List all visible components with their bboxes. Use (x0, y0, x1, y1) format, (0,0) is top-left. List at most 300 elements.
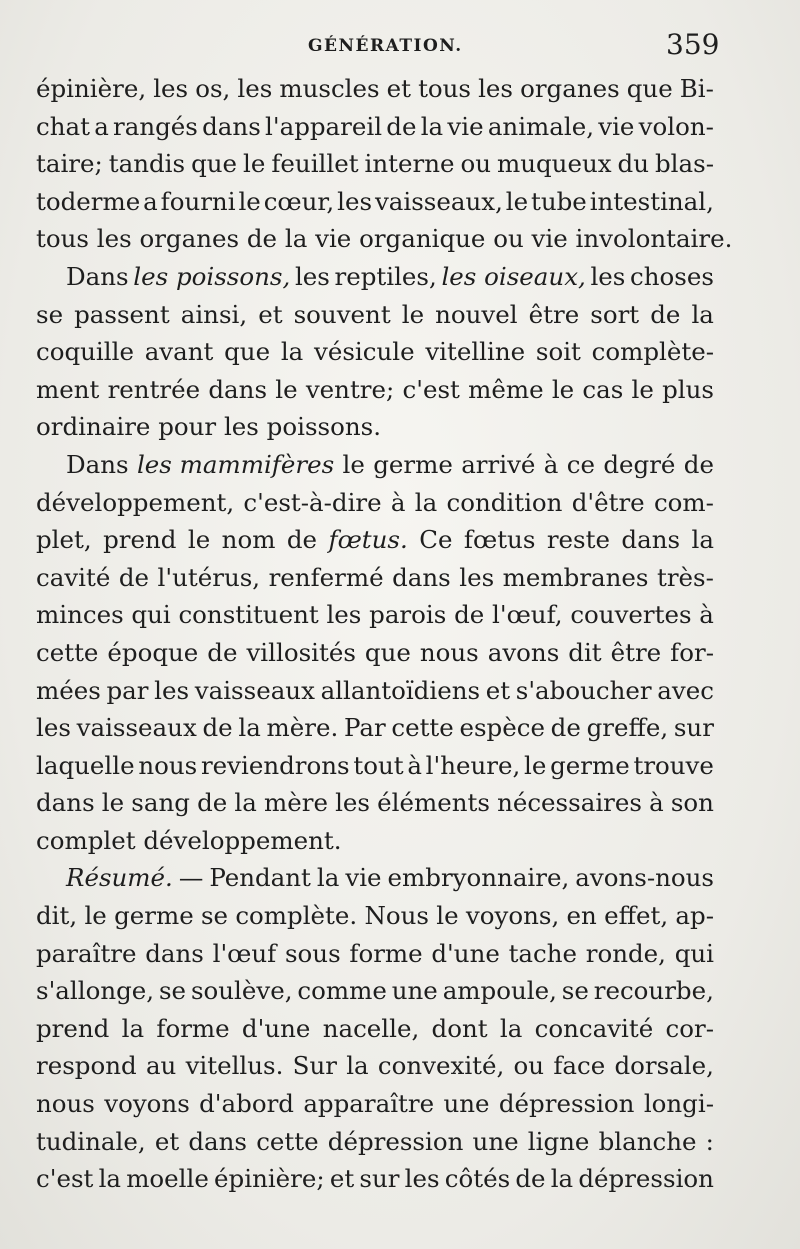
word: greffe, (586, 713, 669, 743)
word: à (390, 487, 406, 517)
word: par (106, 675, 149, 705)
word: voyons (104, 1089, 190, 1119)
word: fourni (160, 186, 236, 216)
word: muscles (279, 74, 380, 103)
word: cette (256, 1126, 319, 1156)
word: plet, (36, 525, 92, 555)
word: les (294, 261, 330, 291)
text-line (36, 596, 714, 634)
word: ce (566, 449, 595, 479)
word: soulève, (190, 976, 293, 1006)
word: avec (657, 675, 714, 705)
word: la (121, 1013, 145, 1043)
word: c'est (36, 1164, 94, 1194)
word: choses (630, 261, 714, 291)
word: reviendrons (200, 750, 350, 780)
word: les mammifères (136, 449, 335, 479)
text-line (36, 521, 714, 559)
word: longi- (643, 1089, 714, 1119)
word: forme (156, 1013, 230, 1043)
word: ainsi, (180, 299, 248, 329)
text-line (36, 822, 714, 860)
word: le (401, 299, 425, 329)
word: tous (418, 74, 472, 103)
word: le (524, 750, 547, 780)
word: les (478, 74, 513, 103)
word: les (326, 600, 362, 630)
word: fœtus (463, 525, 536, 555)
word: cas (582, 374, 624, 404)
word: même (468, 374, 544, 404)
running-head: GÉNÉRATION. (308, 36, 463, 56)
word: vaisseaux, (374, 186, 503, 216)
word: allantoïdiens (320, 675, 481, 705)
word: la (550, 1164, 574, 1194)
word: époque (107, 637, 199, 667)
word: sur (359, 1164, 400, 1194)
word: une (391, 976, 438, 1006)
word: l'œuf (212, 938, 277, 968)
word: les (154, 675, 190, 705)
word: dans (392, 562, 451, 592)
word: qui (674, 938, 714, 968)
word: épinière, (36, 74, 147, 103)
word: Par (343, 713, 386, 743)
word: a (143, 186, 158, 216)
word: cœur, (263, 186, 335, 216)
word: de (454, 600, 485, 630)
word: la (234, 788, 257, 818)
word: dit, (36, 901, 78, 931)
word: une (472, 1126, 519, 1156)
word: ment (36, 374, 100, 404)
word: for- (670, 637, 714, 667)
word: de (386, 111, 417, 141)
word: son (670, 788, 714, 818)
word: mère. (266, 713, 339, 743)
word: Bi- (679, 74, 714, 103)
word: vie (447, 111, 484, 141)
word: toderme (36, 186, 141, 216)
word: dans (202, 111, 261, 141)
word: côtés (444, 1164, 511, 1194)
word: paraître (36, 938, 137, 968)
text-line (36, 296, 714, 334)
word: — (178, 863, 204, 893)
word: la (98, 1164, 122, 1194)
word: nous (138, 750, 198, 780)
word: dépression (578, 1164, 714, 1194)
word: à (543, 449, 559, 479)
word: d'une (431, 938, 500, 968)
text-line (36, 935, 714, 973)
word: dans (36, 788, 95, 818)
word: l'œuf, (492, 600, 563, 630)
word: reptiles, (334, 261, 437, 291)
word: soit (535, 337, 581, 367)
word: à (699, 600, 714, 630)
word: se (200, 901, 229, 931)
word: tudinale, (36, 1126, 146, 1156)
text-line (36, 408, 714, 446)
word: éléments (377, 788, 490, 818)
word: s'allonge, (36, 976, 155, 1006)
word: de (683, 449, 714, 479)
word: se (36, 299, 64, 329)
word: Sur (292, 1051, 337, 1081)
word: ordinaire (36, 412, 151, 442)
word: qui (131, 600, 171, 630)
text-line (36, 1047, 714, 1085)
word: cor- (665, 1013, 714, 1043)
word: interne (364, 149, 455, 179)
word: com- (653, 487, 714, 517)
word: se (158, 976, 187, 1006)
word: villosités (246, 637, 356, 667)
word: de (246, 224, 278, 254)
word: le (436, 901, 459, 931)
word: les (36, 713, 71, 743)
word: d'être (571, 487, 645, 517)
word: muqueux (496, 149, 612, 179)
word: vaisseaux (194, 675, 315, 705)
word: forme (349, 938, 423, 968)
text-line (36, 747, 714, 785)
word: animale, (487, 111, 595, 141)
word: mées (36, 675, 101, 705)
word: nacelle, (322, 1013, 420, 1043)
word: ou (513, 1051, 545, 1081)
word: d'abord (199, 1089, 294, 1119)
text-line (36, 1085, 714, 1123)
word: germe (373, 449, 453, 479)
word: a (94, 111, 109, 141)
text-line (36, 897, 714, 935)
word: rangés (113, 111, 198, 141)
word: cette (391, 713, 454, 743)
word: ampoule, (442, 976, 557, 1006)
text-line (36, 446, 714, 484)
word: concavité (534, 1013, 654, 1043)
word: le (243, 149, 266, 179)
word: sort (590, 299, 640, 329)
word: plus (662, 374, 714, 404)
word: les oiseaux, (441, 261, 586, 291)
word: développement. (143, 825, 342, 855)
word: Ce (419, 525, 453, 555)
word: Dans (66, 261, 129, 291)
word: les (96, 224, 132, 254)
word: ronde, (585, 938, 666, 968)
word: le (187, 525, 211, 555)
text-line (36, 709, 714, 747)
word: vitelline (425, 337, 526, 367)
word: Résumé. (66, 863, 173, 893)
word: de (118, 562, 150, 592)
body-text (36, 70, 733, 1198)
word: vaisseaux (76, 713, 197, 743)
word: avant (144, 337, 214, 367)
word: le (84, 901, 107, 931)
word: dit (568, 637, 602, 667)
word: taire; (36, 149, 103, 179)
word: développement, (36, 487, 235, 517)
word: pour (158, 412, 217, 442)
text-line (36, 634, 714, 672)
word: tandis (108, 149, 186, 179)
text-line (36, 258, 714, 296)
word: la (499, 1013, 523, 1043)
word: dépression (498, 1089, 635, 1119)
word: dans (621, 525, 681, 555)
word: de (197, 788, 228, 818)
word: organes (520, 74, 620, 103)
word: souvent (293, 299, 391, 329)
word: les (459, 562, 495, 592)
word: chat (36, 111, 90, 141)
word: blanche (598, 1126, 697, 1156)
word: arrivé (461, 449, 536, 479)
word: complète- (591, 337, 714, 367)
word: que (191, 149, 238, 179)
word: la (238, 713, 261, 743)
word: tout (353, 750, 404, 780)
word: la (346, 1051, 369, 1081)
word: la (420, 111, 444, 141)
word: cette (36, 637, 99, 667)
word: dépression (327, 1126, 464, 1156)
word: couvertes (570, 600, 692, 630)
word: volon- (638, 111, 714, 141)
word: les (335, 788, 371, 818)
word: tous (36, 224, 89, 254)
word: vie (345, 863, 382, 893)
text-line (36, 972, 714, 1010)
word: le (505, 186, 529, 216)
word: tache (508, 938, 578, 968)
word: prend (36, 1013, 110, 1043)
word: vie (598, 111, 635, 141)
word: espèce (459, 713, 545, 743)
word: dans (145, 938, 204, 968)
word: le (238, 186, 261, 216)
word: dans (208, 374, 268, 404)
word: et (258, 299, 283, 329)
word: l'utérus, (157, 562, 261, 592)
word: respond (36, 1051, 137, 1081)
word: se (561, 976, 589, 1006)
word: que (626, 74, 673, 103)
word: c'est-à-dire (243, 487, 382, 517)
word: d'une (241, 1013, 311, 1043)
word: coquille (36, 337, 134, 367)
word: Nous (364, 901, 430, 931)
text-line (36, 484, 714, 522)
word: le (275, 374, 298, 404)
word: blas- (655, 149, 714, 179)
word: de (515, 1164, 546, 1194)
word: la (316, 863, 340, 893)
word: être (610, 637, 662, 667)
text-line (36, 784, 714, 822)
word: cavité (36, 562, 111, 592)
word: Dans (66, 449, 129, 479)
word: intestinal, (589, 186, 714, 216)
text-line (36, 70, 714, 108)
word: constituent (178, 600, 319, 630)
word: rentrée (107, 374, 201, 404)
word: dorsale, (614, 1051, 714, 1081)
word: degré (603, 449, 676, 479)
word: complète. (235, 901, 358, 931)
word: trouve (633, 750, 714, 780)
word: ou (460, 149, 491, 179)
word: les (237, 74, 273, 103)
word: en (566, 901, 597, 931)
word: voyons, (465, 901, 560, 931)
text-line (36, 559, 714, 597)
word: minces (36, 600, 124, 630)
page-number: 359 (666, 28, 720, 61)
word: le (101, 788, 125, 818)
word: involontaire. (575, 224, 733, 254)
page-header (0, 28, 800, 68)
text-line (36, 1160, 714, 1198)
word: convexité, (377, 1051, 505, 1081)
text-line (36, 145, 714, 183)
word: nous (419, 637, 479, 667)
word: vie (315, 224, 352, 254)
word: effet, (604, 901, 669, 931)
word: face (553, 1051, 606, 1081)
word: à (649, 788, 664, 818)
word: c'est (402, 374, 460, 404)
word: de (207, 637, 238, 667)
text-line (36, 220, 733, 258)
word: renfermé (268, 562, 384, 592)
text-line (36, 1123, 714, 1161)
word: sang (131, 788, 190, 818)
word: avons-nous (575, 863, 714, 893)
word: apparaître (303, 1089, 435, 1119)
word: comme (297, 976, 387, 1006)
word: passent (74, 299, 170, 329)
word: tube (530, 186, 587, 216)
word: au (145, 1051, 177, 1081)
word: et (154, 1126, 180, 1156)
word: ventre; (305, 374, 395, 404)
text-line (36, 333, 714, 371)
word: ou (493, 224, 524, 254)
word: avons (487, 637, 560, 667)
text-line (36, 1010, 714, 1048)
word: germe (114, 901, 194, 931)
word: du (617, 149, 650, 179)
word: ligne (527, 1126, 590, 1156)
word: germe (550, 750, 630, 780)
word: : (705, 1126, 714, 1156)
word: les (590, 261, 626, 291)
word: de (550, 713, 581, 743)
word: vésicule (314, 337, 415, 367)
word: s'aboucher (515, 675, 652, 705)
word: sous (284, 938, 341, 968)
text-line (36, 672, 714, 710)
word: feuillet (271, 149, 359, 179)
word: l'heure, (425, 750, 521, 780)
word: la (691, 299, 714, 329)
word: que (364, 637, 411, 667)
word: complet (36, 825, 136, 855)
text-line (36, 108, 714, 146)
word: dans (188, 1126, 248, 1156)
word: très- (657, 562, 714, 592)
word: poissons. (266, 412, 381, 442)
word: prend (103, 525, 177, 555)
word: à (407, 750, 422, 780)
word: épinière; (214, 1164, 325, 1194)
word: les (404, 1164, 440, 1194)
word: nécessaires (497, 788, 642, 818)
word: de (650, 299, 681, 329)
text-line (36, 183, 714, 221)
word: vitellus. (185, 1051, 284, 1081)
word: le (551, 374, 575, 404)
word: de (286, 525, 318, 555)
word: les poissons, (133, 261, 291, 291)
word: et (329, 1164, 355, 1194)
word: vie (531, 224, 568, 254)
word: moelle (126, 1164, 209, 1194)
word: la (414, 487, 438, 517)
word: parois (369, 600, 447, 630)
word: les (153, 74, 189, 103)
word: le (631, 374, 654, 404)
word: ap- (675, 901, 714, 931)
word: os, (195, 74, 231, 103)
word: les (223, 412, 259, 442)
word: condition (446, 487, 563, 517)
word: sur (673, 713, 714, 743)
word: et (485, 675, 511, 705)
word: la (691, 525, 714, 555)
word: le (342, 449, 365, 479)
word: organes (139, 224, 240, 254)
word: l'appareil (265, 111, 383, 141)
word: reste (546, 525, 610, 555)
word: de (202, 713, 233, 743)
word: recourbe, (593, 976, 714, 1006)
text-line (36, 371, 714, 409)
word: une (443, 1089, 490, 1119)
word: les (337, 186, 373, 216)
word: Pendant (209, 863, 311, 893)
word: embryonnaire, (387, 863, 570, 893)
word: la (284, 224, 308, 254)
text-line (36, 859, 714, 897)
word: et (386, 74, 411, 103)
word: nouvel (435, 299, 518, 329)
word: organique (359, 224, 486, 254)
word: dont (431, 1013, 488, 1043)
word: fœtus. (328, 525, 408, 555)
word: que (224, 337, 271, 367)
word: laquelle (36, 750, 135, 780)
word: mère (264, 788, 328, 818)
word: nous (36, 1089, 95, 1119)
word: membranes (502, 562, 649, 592)
word: la (280, 337, 304, 367)
